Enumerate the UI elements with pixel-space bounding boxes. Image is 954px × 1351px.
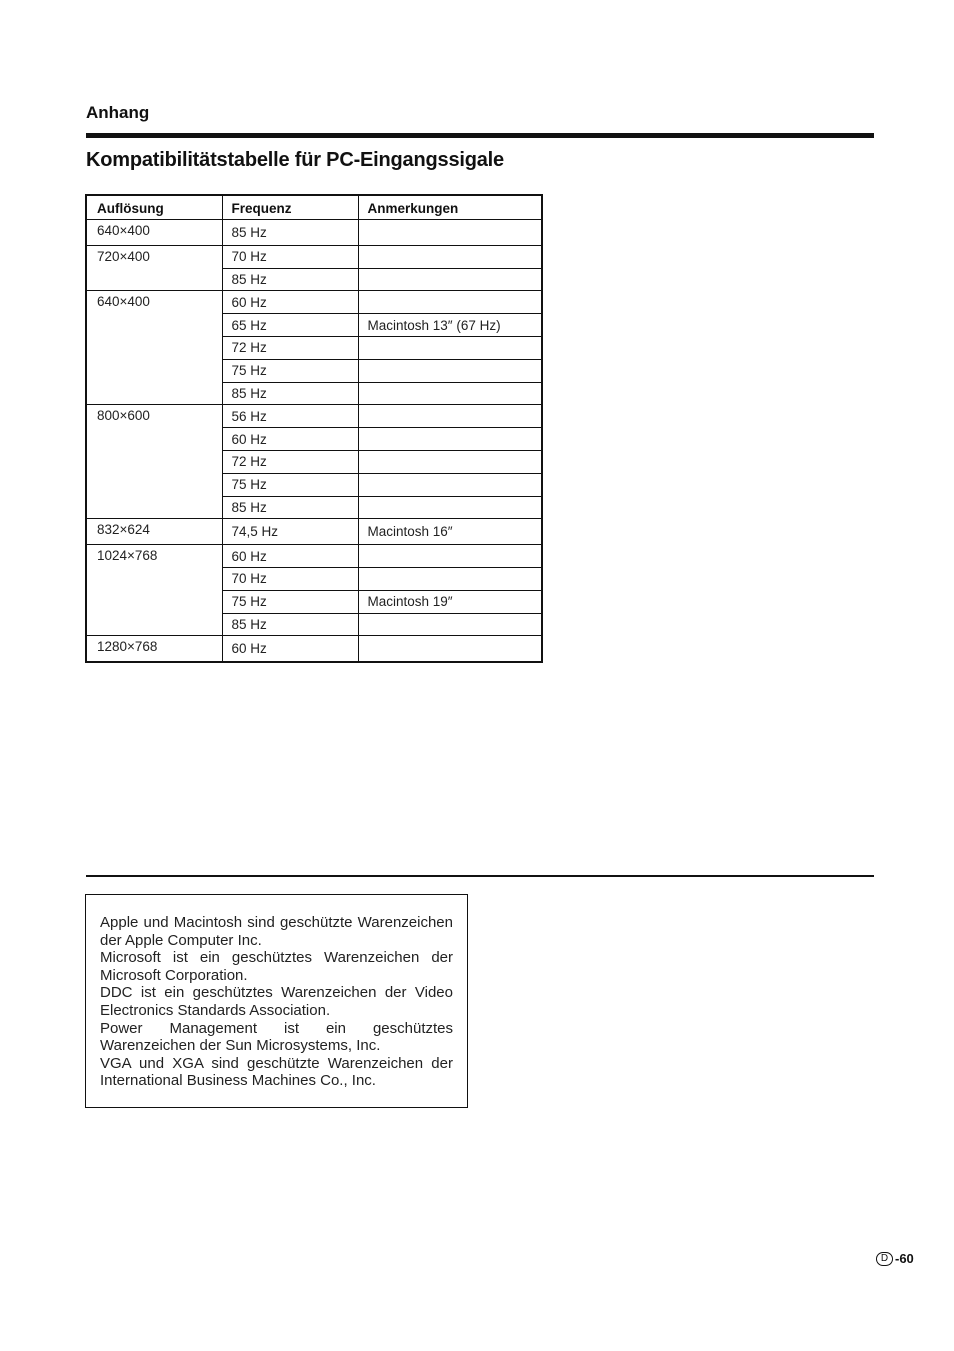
table-body	[86, 220, 542, 663]
notes-cell	[358, 636, 542, 662]
column-header-frequency: Frequenz	[222, 195, 358, 220]
resolution-cell: 720×400	[86, 245, 222, 291]
page-title: Kompatibilitätstabelle für PC-Eingangssigale	[86, 149, 504, 171]
notes-cell: Macintosh 13″ (67 Hz)	[358, 314, 542, 337]
table-row	[86, 519, 542, 545]
notes-cell: Macintosh 16″	[358, 519, 542, 545]
language-mark-icon: D	[876, 1252, 893, 1266]
divider-rule	[86, 875, 874, 877]
notes-cell	[358, 405, 542, 428]
table-header-row	[86, 195, 542, 220]
frequency-cell: 85 Hz	[222, 268, 358, 291]
frequency-cell: 72 Hz	[222, 336, 358, 359]
frequency-cell: 70 Hz	[222, 245, 358, 268]
notice-paragraph: VGA und XGA sind geschützte Warenzeichen der International Business Machines Co., Inc.	[100, 1054, 453, 1090]
resolution-cell: 1024×768	[86, 545, 222, 636]
frequency-cell: 56 Hz	[222, 405, 358, 428]
notes-cell	[358, 291, 542, 314]
notes-cell	[358, 268, 542, 291]
notes-cell	[358, 450, 542, 473]
trademark-notice	[85, 894, 468, 1108]
frequency-cell: 85 Hz	[222, 496, 358, 519]
frequency-cell: 85 Hz	[222, 382, 358, 405]
notes-cell	[358, 613, 542, 636]
resolution-cell: 800×600	[86, 405, 222, 519]
notes-cell	[358, 473, 542, 496]
notes-cell	[358, 496, 542, 519]
frequency-cell: 60 Hz	[222, 636, 358, 662]
frequency-cell: 75 Hz	[222, 359, 358, 382]
table-row	[86, 405, 542, 428]
section-label: Anhang	[86, 103, 150, 122]
table-row	[86, 220, 542, 246]
frequency-cell: 60 Hz	[222, 428, 358, 451]
frequency-cell: 75 Hz	[222, 590, 358, 613]
frequency-cell: 65 Hz	[222, 314, 358, 337]
column-header-notes: Anmerkungen	[358, 195, 542, 220]
notice-paragraph: Microsoft ist ein geschütztes Warenzeichen der Microsoft Corporation.	[100, 949, 453, 984]
notes-cell	[358, 428, 542, 451]
table-row	[86, 636, 542, 662]
frequency-cell: 85 Hz	[222, 220, 358, 246]
notice-paragraph: Apple und Macintosh sind geschützte Warenzeichen der Apple Computer Inc.	[100, 914, 453, 949]
frequency-cell: 74,5 Hz	[222, 519, 358, 545]
notes-cell	[358, 336, 542, 359]
notice-paragraph: DDC ist ein geschütztes Warenzeichen der Video Electronics Standards Association.	[100, 984, 453, 1019]
column-header-resolution: Auflösung	[86, 195, 222, 220]
frequency-cell: 60 Hz	[222, 545, 358, 568]
frequency-cell: 70 Hz	[222, 567, 358, 590]
frequency-cell: 85 Hz	[222, 613, 358, 636]
table-row	[86, 245, 542, 268]
resolution-cell: 640×400	[86, 291, 222, 405]
frequency-cell: 75 Hz	[222, 473, 358, 496]
resolution-cell: 640×400	[86, 220, 222, 246]
notes-cell	[358, 245, 542, 268]
notes-cell	[358, 220, 542, 246]
compatibility-table	[85, 194, 543, 663]
resolution-cell: 832×624	[86, 519, 222, 545]
header-rule	[86, 133, 874, 138]
notice-paragraph: Power Management ist ein geschütztes Warenzeichen der Sun Microsystems, Inc.	[100, 1019, 453, 1055]
notes-cell	[358, 567, 542, 590]
notes-cell	[358, 545, 542, 568]
notes-cell: Macintosh 19″	[358, 590, 542, 613]
table-row	[86, 545, 542, 568]
page-number-text: -60	[895, 1251, 914, 1266]
notes-cell	[358, 359, 542, 382]
table-row	[86, 291, 542, 314]
page-number	[876, 1251, 914, 1266]
resolution-cell: 1280×768	[86, 636, 222, 662]
notes-cell	[358, 382, 542, 405]
frequency-cell: 60 Hz	[222, 291, 358, 314]
frequency-cell: 72 Hz	[222, 450, 358, 473]
